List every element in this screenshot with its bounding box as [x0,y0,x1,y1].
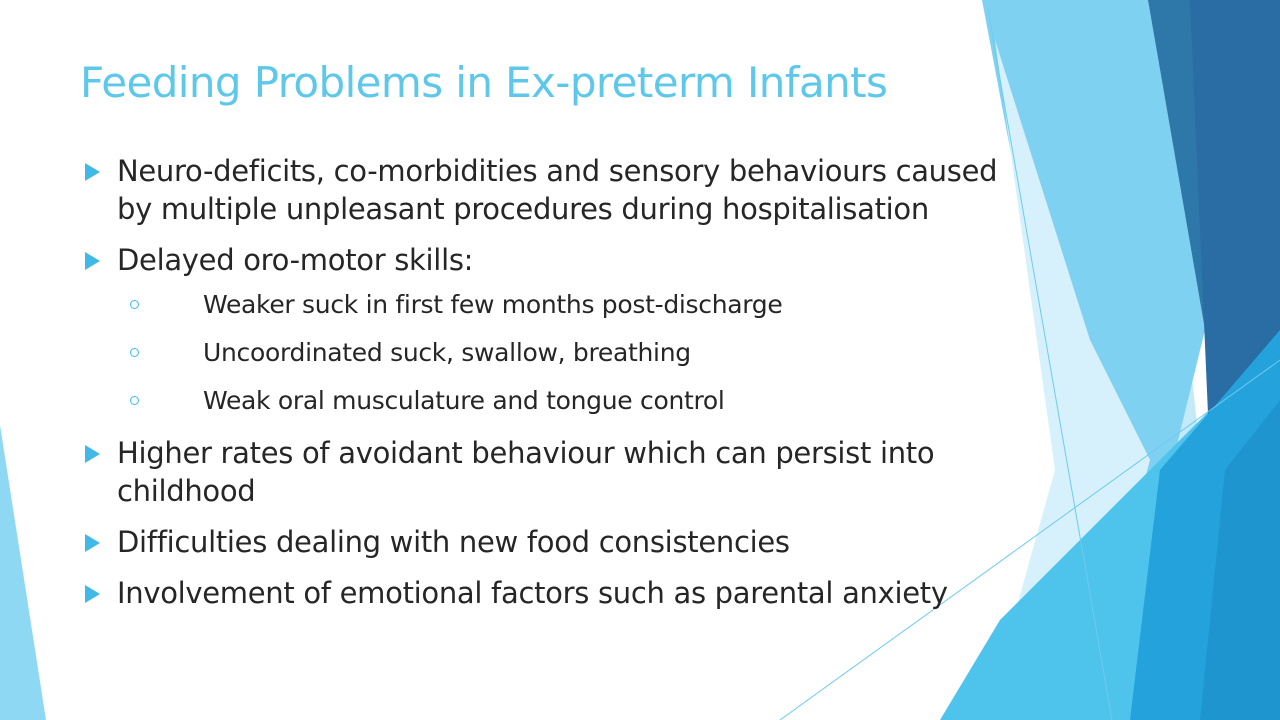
bullet-item [82,523,1022,561]
bullet-item [82,574,1022,612]
sub-bullet-item [82,338,1022,368]
bullet-list [82,152,1022,625]
circle-bullet-icon [130,348,139,357]
sub-bullet-item [82,290,1022,320]
left-edge-shape [0,425,46,720]
sub-bullet-list [82,290,1022,416]
bullet-text: Difficulties dealing with new food consistencies [117,525,790,559]
bullet-item [82,152,1022,228]
bullet-text: Higher rates of avoidant behaviour which can persist into childhood [117,436,935,508]
triangle-arrow-icon [85,534,100,552]
circle-bullet-icon [130,300,139,309]
bullet-text: Involvement of emotional factors such as parental anxiety [117,576,948,610]
sub-bullet-text: Weaker suck in first few months post-discharge [203,290,783,319]
triangle-arrow-icon [85,585,100,603]
sub-bullet-item [82,386,1022,416]
sub-bullet-text: Weak oral musculature and tongue control [203,386,725,415]
circle-bullet-icon [130,396,139,405]
bullet-text: Delayed oro-motor skills: [117,243,474,277]
slide-title: Feeding Problems in Ex-preterm Infants [80,58,888,107]
triangle-arrow-icon [85,445,100,463]
bullet-item [82,241,1022,279]
bullet-item [82,434,1022,510]
triangle-arrow-icon [85,163,100,181]
triangle-arrow-icon [85,252,100,270]
bullet-text: Neuro-deficits, co-morbidities and sensory behaviours caused by multiple unpleasant procedures during hospitalisation [117,154,998,226]
sub-bullet-text: Uncoordinated suck, swallow, breathing [203,338,691,367]
